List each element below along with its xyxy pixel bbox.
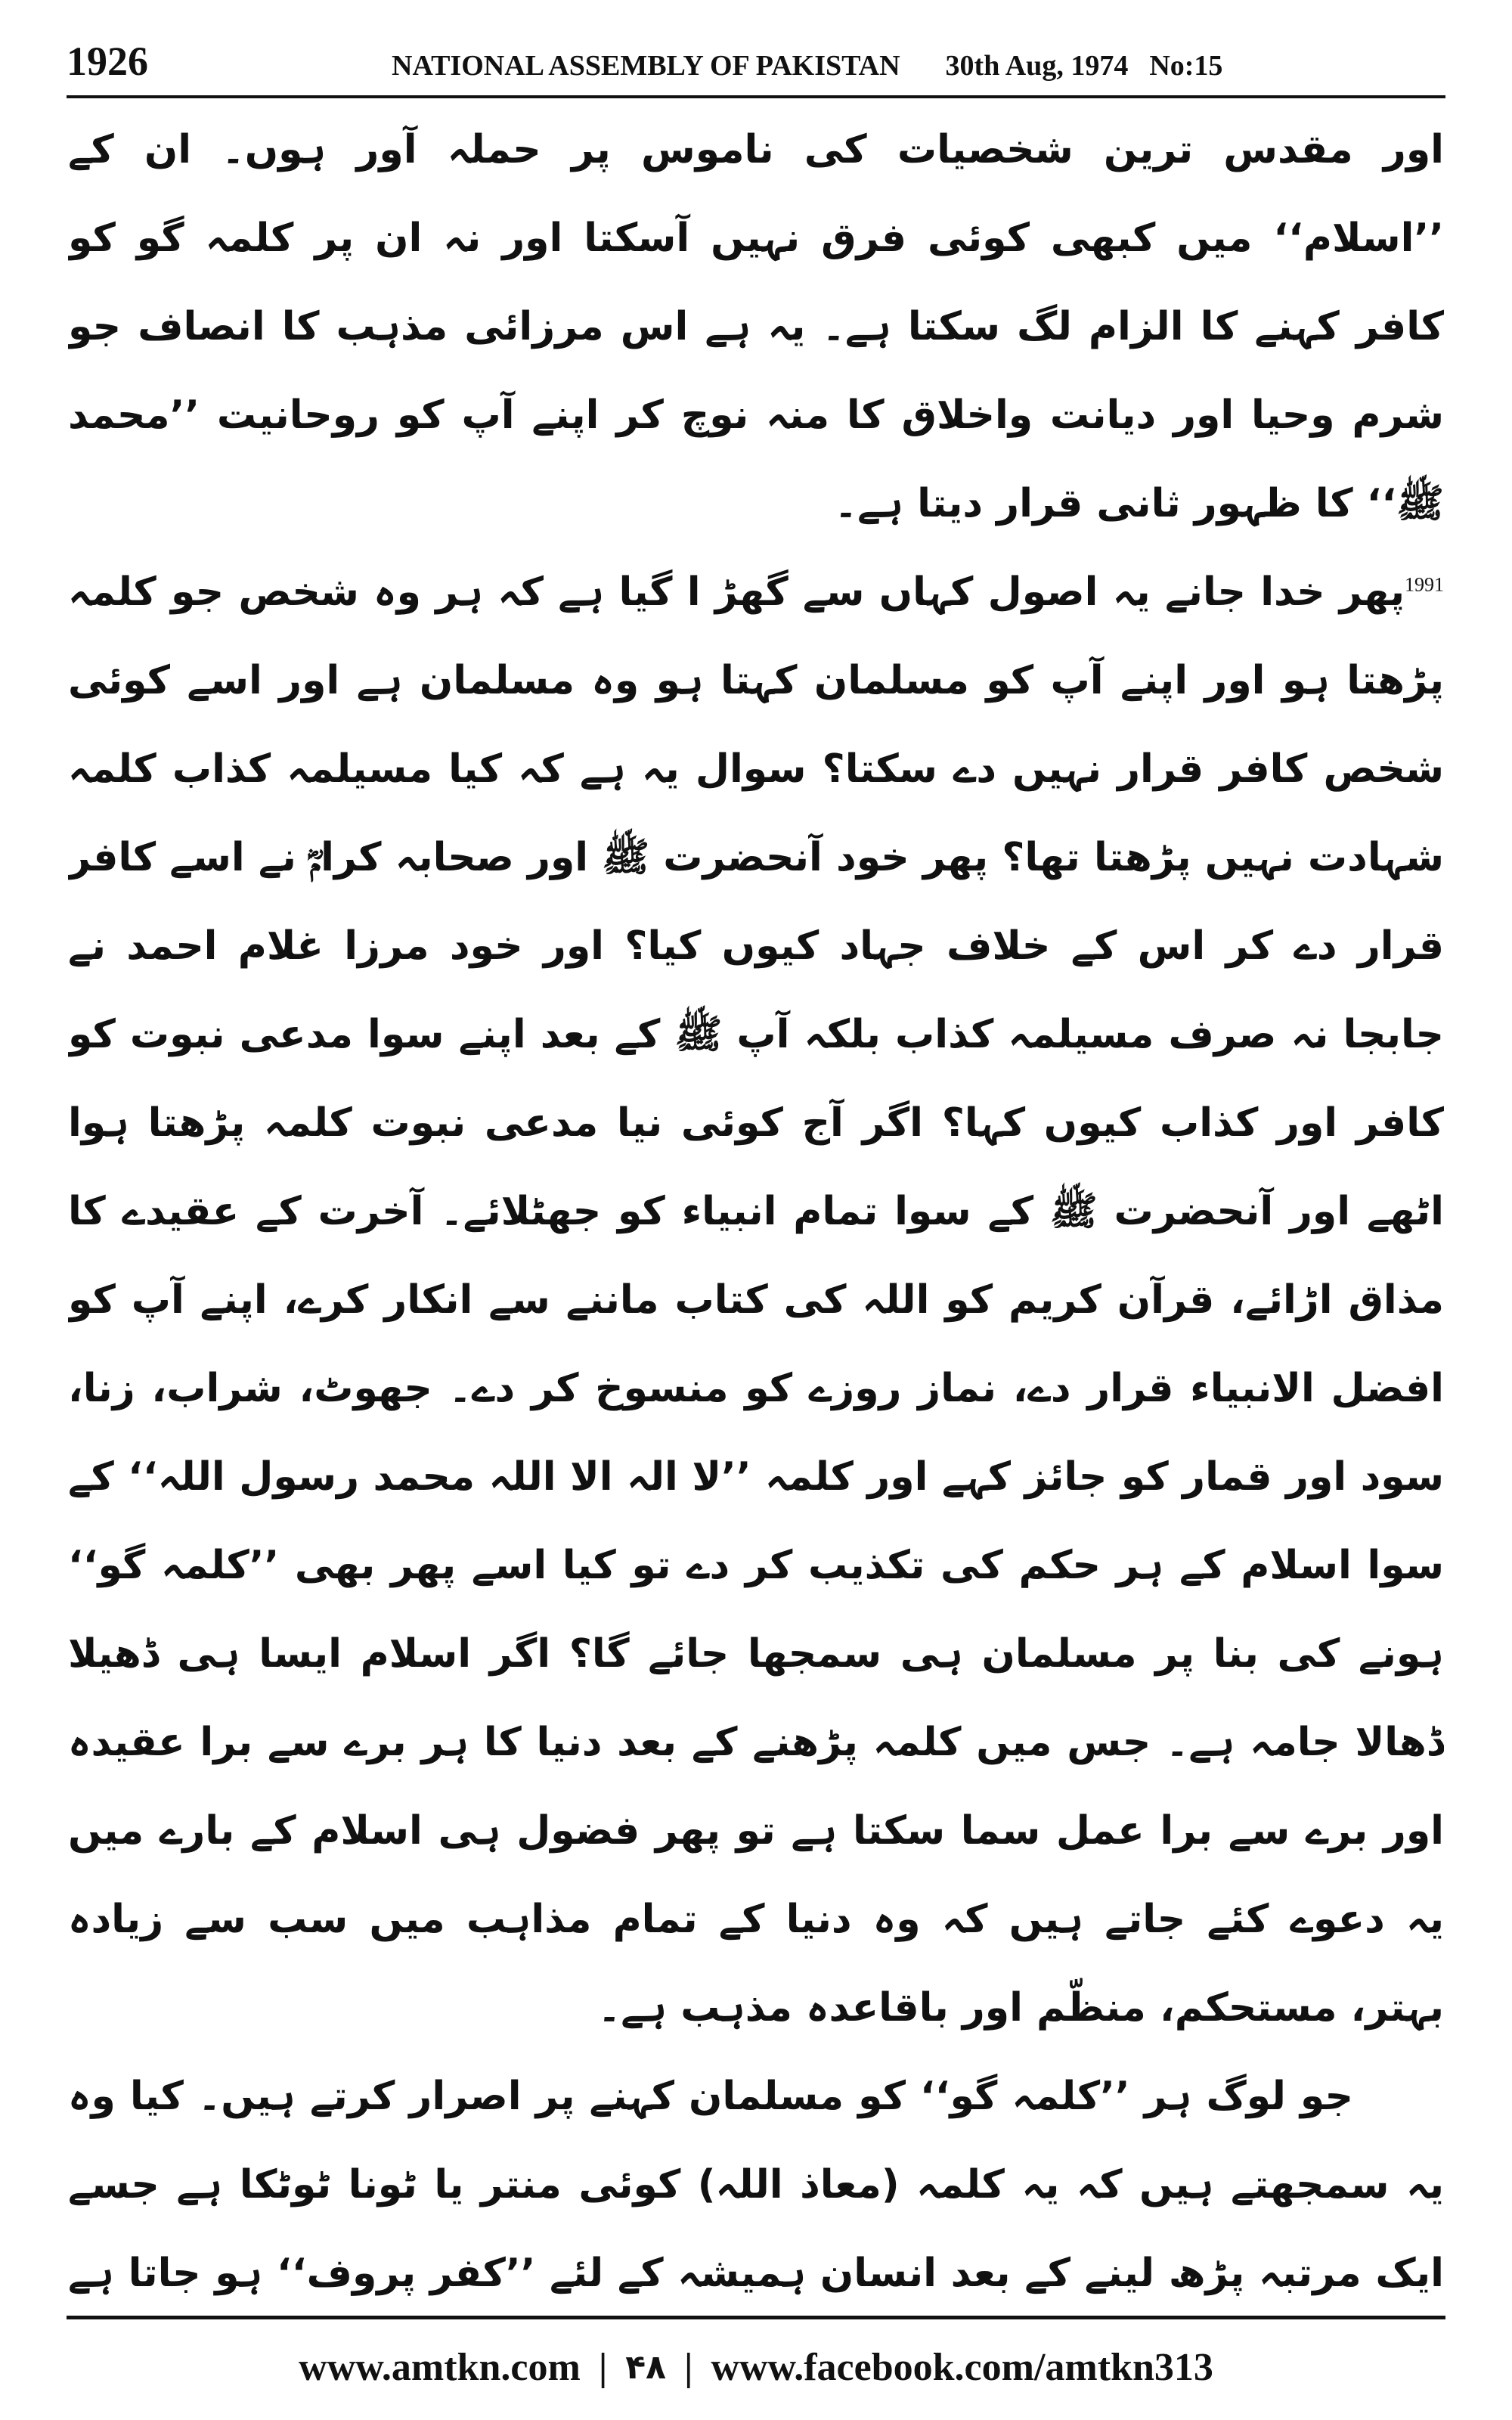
page-footer: [67, 2337, 1445, 2397]
header-divider: [67, 95, 1445, 98]
house-name: NATIONAL ASSEMBLY OF PAKISTAN: [392, 50, 900, 82]
page-number: 1926: [67, 39, 148, 84]
paragraph-2-text: پھر خدا جانے یہ اصول کہاں سے گھڑ ا گیا ہے کہ ہر وہ شخص جو کلمہ پڑھتا ہو اور اپنے آپ کو مسلمان کہتا ہو وہ مسلمان ہے اور اسے کوئی شخص کافر قرار نہیں دے سکتا؟ سوال یہ ہے کہ کیا مسیلمہ کذاب کلمہ شہادت نہیں پڑھتا تھا؟ پھر خود آنحضرت ﷺ اور صحابہ کرامؓ نے اسے کافر قرار دے کر اس کے خلاف جہاد کیوں کیا؟ اور خود مرزا غلام احمد نے جابجا نہ صرف مسیلمہ کذاب بلکہ آپ ﷺ کے بعد اپنے سوا مدعی نبوت کو کافر اور کذاب کیوں کہا؟ اگر آج کوئی نیا مدعی نبوت کلمہ پڑھتا ہوا اٹھے اور آنحضرت ﷺ کے سوا تمام انبیاء کو جھٹلائے۔ آخرت کے عقیدے کا مذاق اڑائے، قرآن کریم کو اللہ کی کتاب ماننے سے انکار کرے، اپنے آپ کو افضل الانبیاء قرار دے، نماز روزے کو منسوخ کر دے۔ جھوٹ، شراب، زنا، سود اور قمار کو جائز کہے اور کلمہ ’’لا الہ الا اللہ محمد رسول اللہ‘‘ کے سوا اسلام کے ہر حکم کی تکذیب کر دے تو کیا اسے پھر بھی ’’کلمہ گو‘‘ ہونے کی بنا پر مسلمان ہی سمجھا جائے گا؟ اگر اسلام ایسا ہی ڈھیلا ڈھالا جامہ ہے۔ جس میں کلمہ پڑھنے کے بعد دنیا کا ہر برے سے برا عقیدہ اور برے سے برا عمل سما سکتا ہے تو پھر فضول ہی اسلام کے بارے میں یہ دعوے کئے جاتے ہیں کہ وہ دنیا کے تمام مذاہب میں سب سے زیادہ بہتر، مستحکم، منظّم اور باقاعدہ مذہب ہے۔: [68, 569, 1444, 2031]
footer-separator-right: |: [683, 2345, 693, 2389]
facebook-link[interactable]: www.facebook.com/amtkn313: [711, 2345, 1213, 2389]
sitting-date: 30th Aug, 1974: [945, 50, 1129, 82]
paragraph-3: جو لوگ ہر ’’کلمہ گو‘‘ کو مسلمان کہنے پر اصرار کرتے ہیں۔ کیا وہ یہ سمجھتے ہیں کہ یہ کلمہ (معاذ اللہ) کوئی منتر یا ٹونا ٹوٹکا ہے جسے ایک مرتبہ پڑھ لینے کے بعد انسان ہمیشہ کے لئے ’’کفر پروف‘‘ ہو جاتا ہے: [68, 2074, 1444, 2296]
sitting-number: No:15: [1149, 50, 1223, 82]
paragraph-1: اور مقدس ترین شخصیات کی ناموس پر حملہ آور ہوں۔ ان کے ’’اسلام‘‘ میں کبھی کوئی فرق نہیں آسکتا اور نہ ان پر کلمہ گو کو کافر کہنے کا الزام لگ سکتا ہے۔ یہ ہے اس مرزائی مذہب کا انصاف جو شرم وحیا اور دیانت واخلاق کا منہ نوچ کر اپنے آپ کو روحانیت ’’محمد ﷺ‘‘ کا ظہور ثانی قرار دیتا ہے۔: [68, 127, 1444, 526]
book-page-number: ۴۸: [625, 2347, 666, 2387]
page-header: [67, 38, 1445, 91]
paragraph-2: [68, 548, 1444, 2052]
footer-separator-left: |: [598, 2345, 608, 2389]
footer-divider: [67, 2316, 1445, 2319]
website-link[interactable]: www.amtkn.com: [299, 2345, 581, 2389]
page-body: [68, 106, 1444, 2307]
footnote-marker-1991: 1991: [1405, 573, 1444, 596]
